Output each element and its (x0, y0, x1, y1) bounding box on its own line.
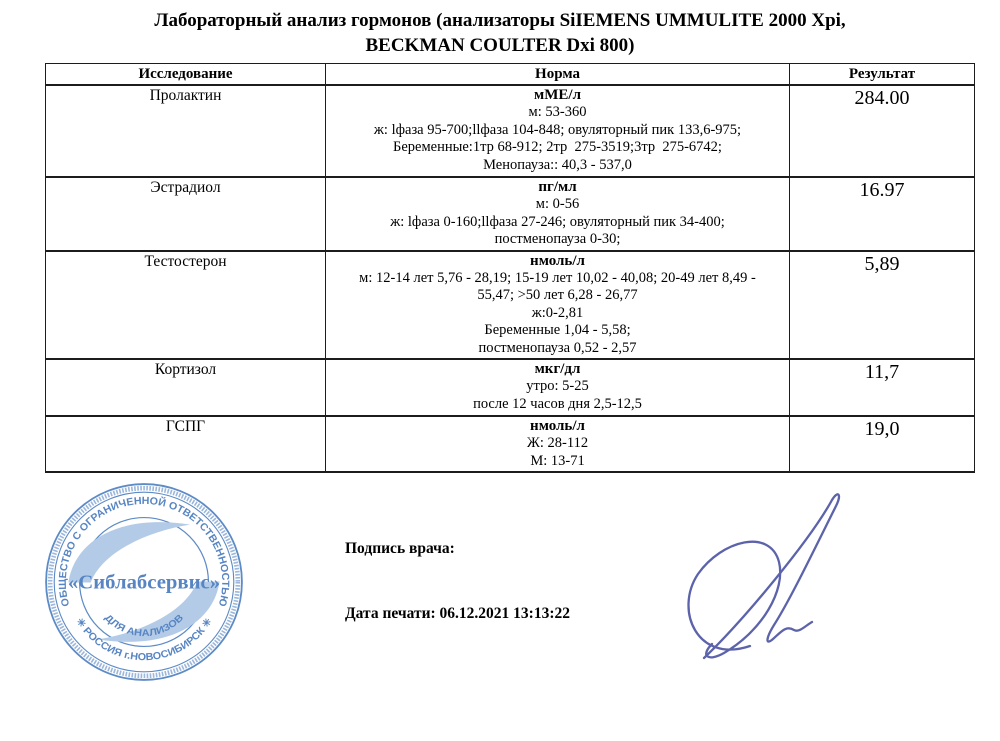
norm-unit: пг/мл (538, 179, 577, 195)
norm-cell (326, 416, 790, 472)
results-table (45, 63, 975, 473)
norm-line: утро: 5-25 (526, 378, 589, 395)
page-title (0, 8, 1000, 58)
table-header-row (46, 64, 975, 86)
table-row (46, 85, 975, 177)
test-name-cell: Кортизол (46, 359, 326, 416)
table-row (46, 359, 975, 416)
norm-line: ж:0-2,81 (531, 304, 584, 321)
table-body (46, 85, 975, 472)
stamp-purpose-text: ДЛЯ АНАЛИЗОВ (102, 612, 186, 640)
norm-line: постменопауза 0,52 - 2,57 (478, 339, 637, 356)
norm-unit: мМЕ/л (534, 87, 581, 103)
norm-line: Беременные:1тр 68-912; 2тр 275-3519;3тр 275-6742; (393, 139, 722, 156)
norm-line: М: 13-71 (530, 452, 585, 469)
test-name-cell: Пролактин (46, 85, 326, 177)
norm-unit: мкг/дл (534, 361, 581, 378)
result-value-cell: 19,0 (790, 416, 975, 472)
page-title-line-2: BECKMAN COULTER Dxi 800) (365, 35, 635, 56)
stamp-seal-icon (40, 478, 248, 686)
norm-cell (326, 359, 790, 416)
stamp-location-text: ✳ РОССИЯ г.НОВОСИБИРСК ✳ (73, 616, 215, 664)
norm-line: м: 53-360 (528, 104, 587, 121)
table-row (46, 177, 975, 251)
norm-line: м: 12-14 лет 5,76 - 28,19; 15-19 лет 10,02 - 40,08; 20-49 лет 8,49 - (359, 270, 756, 287)
stamp-company-name: «Сиблабсервис» (67, 571, 221, 594)
column-header-result: Результат (790, 64, 975, 86)
result-value-cell: 11,7 (790, 359, 975, 416)
table-row (46, 416, 975, 472)
norm-unit: нмоль/л (530, 252, 585, 269)
norm-line: ж: lфаза 95-700;llфаза 104-848; овуляторный пик 133,6-975; (373, 121, 742, 138)
norm-unit: нмоль/л (530, 418, 585, 435)
page-title-line-1: Лабораторный анализ гормонов (анализаторы SiIEMENS UMMULITE 2000 Xpi, (154, 10, 846, 31)
result-value-cell: 284.00 (790, 85, 975, 177)
norm-line: ж: lфаза 0-160;llфаза 27-246; овуляторный пик 34-400; (390, 213, 725, 230)
test-name-cell: Эстрадиол (46, 177, 326, 251)
norm-line: Беременные 1,04 - 5,58; (484, 322, 631, 339)
norm-line: после 12 часов дня 2,5-12,5 (473, 395, 642, 412)
doctor-signature (652, 468, 867, 683)
norm-line: Менопауза:: 40,3 - 537,0 (483, 156, 632, 173)
norm-cell (326, 251, 790, 359)
table-row (46, 251, 975, 359)
norm-line: Ж: 28-112 (526, 435, 589, 452)
signature-ink-icon (652, 468, 867, 683)
result-value-cell: 16.97 (790, 177, 975, 251)
norm-line: постменопауза 0-30; (494, 231, 621, 248)
print-date-label: Дата печати: 06.12.2021 13:13:22 (345, 605, 570, 622)
column-header-test: Исследование (46, 64, 326, 86)
norm-line: м: 0-56 (535, 196, 580, 213)
company-stamp (40, 478, 248, 686)
test-name-cell: Тестостерон (46, 251, 326, 359)
result-value-cell: 5,89 (790, 251, 975, 359)
stamp-org-type-text: ОБЩЕСТВО С ОГРАНИЧЕННОЙ ОТВЕТСТВЕННОСТЬЮ (57, 495, 231, 608)
doctor-signature-label: Подпись врача: (345, 540, 455, 557)
test-name-cell: ГСПГ (46, 416, 326, 472)
norm-line: 55,47; >50 лет 6,28 - 26,77 (477, 287, 638, 304)
norm-cell (326, 177, 790, 251)
norm-cell (326, 85, 790, 177)
column-header-norm: Норма (326, 64, 790, 86)
